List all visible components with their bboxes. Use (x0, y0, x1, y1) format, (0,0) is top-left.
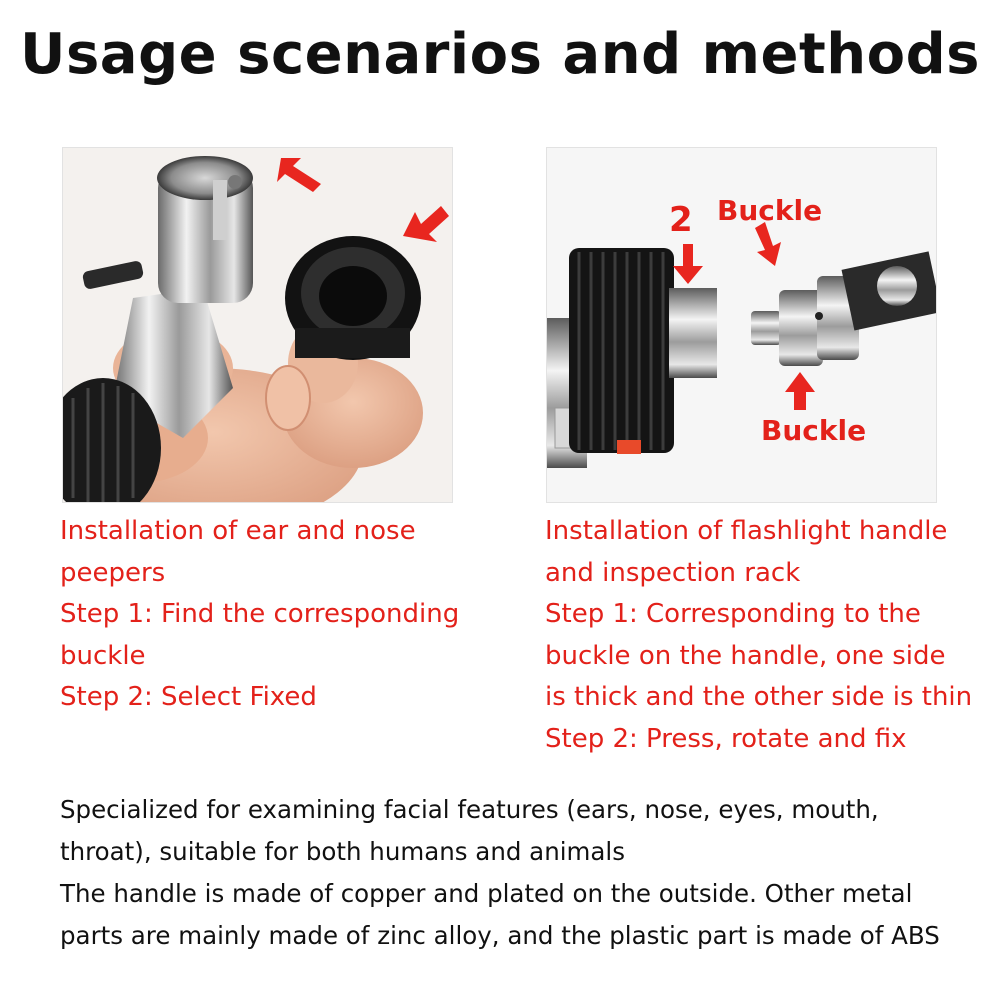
ear-nose-peeper-illustration (63, 148, 452, 502)
instruction-line: Step 1: Find the corresponding (60, 599, 460, 629)
description-line: parts are mainly made of zinc alloy, and the plastic part is made of ABS (60, 921, 940, 950)
instruction-line: Step 1: Corresponding to the (545, 599, 921, 629)
instruction-line: buckle on the handle, one side (545, 640, 946, 671)
ear-nose-instructions (60, 511, 459, 719)
instruction-line: and inspection rack (545, 557, 801, 588)
flashlight-handle-illustration (547, 148, 936, 502)
product-description (60, 789, 940, 957)
buckle-bottom-label: Buckle (761, 414, 867, 447)
flashlight-handle-photo (546, 147, 937, 503)
instruction-line: peepers (60, 557, 166, 588)
page-title: Usage scenarios and methods (19, 22, 981, 87)
instruction-line: Step 2: Select Fixed (60, 682, 317, 712)
description-line: throat), suitable for both humans and animals (60, 837, 625, 866)
buckle-top-label: Buckle (717, 194, 823, 227)
instruction-line: Step 2: Press, rotate and fix (545, 723, 907, 754)
description-line: Specialized for examining facial features (ears, nose, eyes, mouth, (60, 795, 879, 824)
flashlight-instructions (545, 511, 972, 760)
ear-nose-peeper-photo (62, 147, 453, 503)
step-number-label: 2 (669, 200, 693, 240)
instruction-line: is thick and the other side is thin (545, 682, 973, 712)
instruction-line: buckle (60, 640, 146, 671)
description-line: The handle is made of copper and plated on the outside. Other metal (60, 879, 913, 908)
instruction-line: Installation of flashlight handle (545, 516, 948, 546)
instruction-line: Installation of ear and nose (60, 516, 416, 546)
